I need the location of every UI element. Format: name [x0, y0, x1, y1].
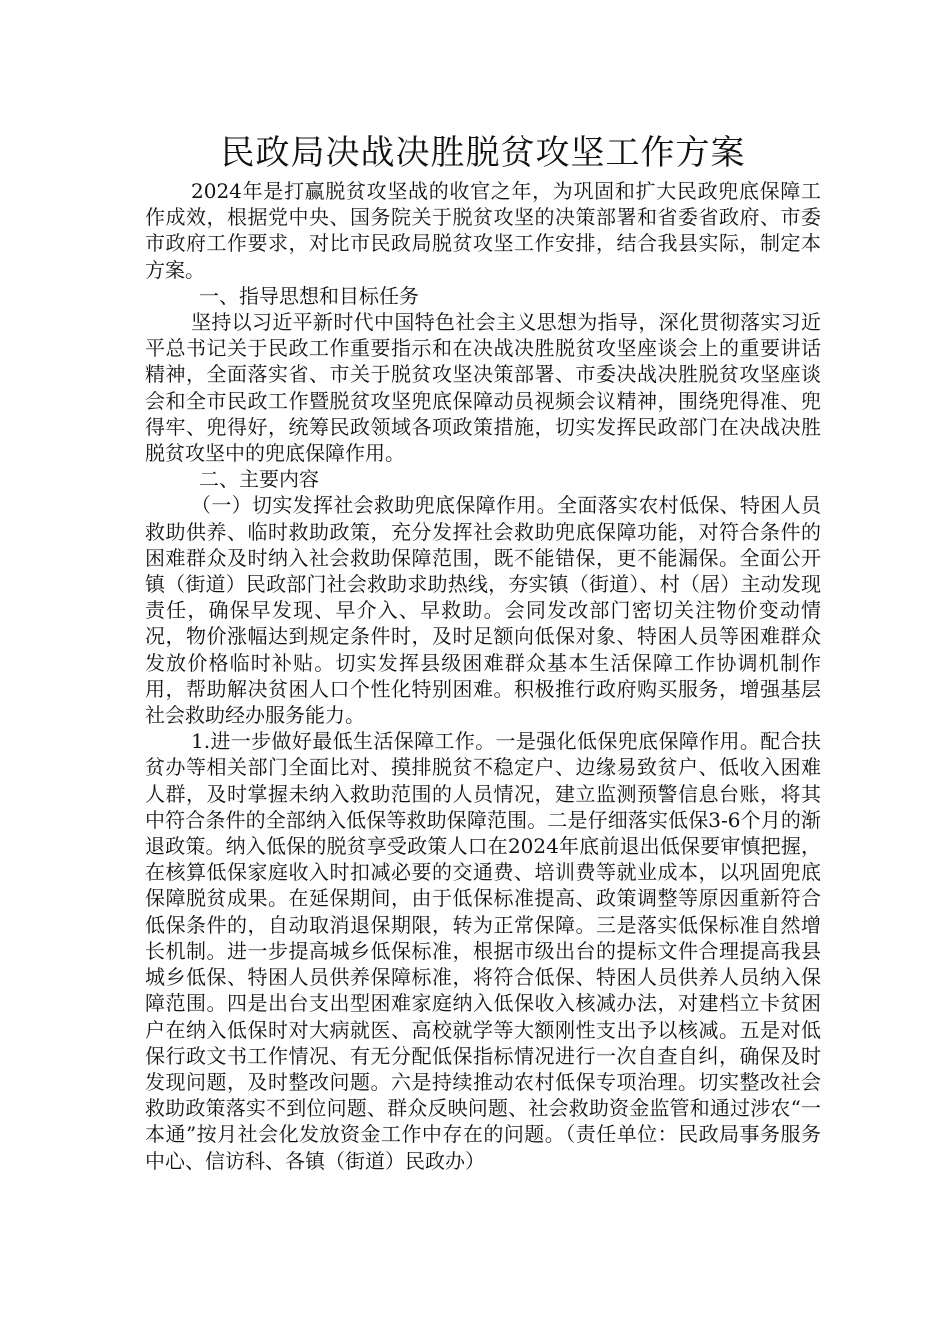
section2-heading: 二、主要内容: [199, 467, 319, 492]
document-page: [145, 128, 821, 1174]
section2-subsection1-paragraph: （一）切实发挥社会救助兜底保障作用。全面落实农村低保、特困人员救助供养、临时救助政策，充分发挥社会救助兜底保障功能，对符合条件的困难群众及时纳入社会救助保障范围，既不能错保，更不能漏保。全面公开镇（街道）民政部门社会救助求助热线，夯实镇（街道）、村（居）主动发现责任，确保早发现、早介入、早救助。会同发改部门密切关注物价变动情况，物价涨幅达到规定条件时，及时足额向低保对象、特困人员等困难群众发放价格临时补贴。切实发挥县级困难群众基本生活保障工作协调机制作用，帮助解决贫困人口个性化特别困难。积极推行政府购买服务，增强基层社会救助经办服务能力。: [145, 493, 821, 728]
intro-paragraph: 2024年是打赢脱贫攻坚战的收官之年，为巩固和扩大民政兜底保障工作成效，根据党中央、国务院关于脱贫攻坚的决策部署和省委省政府、市委市政府工作要求，对比市民政局脱贫攻坚工作安排，结合我县实际，制定本方案。: [145, 179, 821, 282]
section1-heading: 一、指导思想和目标任务: [199, 283, 419, 308]
document-title: 民政局决战决胜脱贫攻坚工作方案: [220, 133, 746, 173]
section2-item1-paragraph: 1.进一步做好最低生活保障工作。一是强化低保兜底保障作用。配合扶贫办等相关部门全面比对、摸排脱贫不稳定户、边缘易致贫户、低收入困难人群，及时掌握未纳入救助范围的人员情况，建立监测预警信息台账，将其中符合条件的全部纳入低保等救助保障范围。二是仔细落实低保3-6个月的渐退政策。纳入低保的脱贫享受政策人口在2024年底前退出低保要审慎把握，在核算低保家庭收入时扣减必要的交通费、培训费等就业成本，以巩固兜底保障脱贫成果。在延保期间，由于低保标准提高、政策调整等原因重新符合低保条件的，自动取消退保期限，转为正常保障。三是落实低保标准自然增长机制。进一步提高城乡低保标准，根据市级出台的提标文件合理提高我县城乡低保、特困人员供养保障标准，将符合低保、特困人员供养人员纳入保障范围。四是出台支出型困难家庭纳入低保收入核减办法，对建档立卡贫困户在纳入低保时对大病就医、高校就学等大额刚性支出予以核减。五是对低保行政文书工作情况、有无分配低保指标情况进行一次自查自纠，确保及时发现问题，及时整改问题。六是持续推动农村低保专项治理。切实整改社会救助政策落实不到位问题、群众反映问题、社会救助资金监管和通过涉农“一本通”按月社会化发放资金工作中存在的问题。（责任单位：民政局事务服务中心、信访科、各镇（街道）民政办）: [145, 729, 821, 1173]
section1-paragraph: 坚持以习近平新时代中国特色社会主义思想为指导，深化贯彻落实习近平总书记关于民政工作重要指示和在决战决胜脱贫攻坚座谈会上的重要讲话精神，全面落实省、市关于脱贫攻坚决策部署、市委决战决胜脱贫攻坚座谈会和全市民政工作暨脱贫攻坚兜底保障动员视频会议精神，围绕兜得准、兜得牢、兜得好，统筹民政领域各项政策措施，切实发挥民政部门在决战决胜脱贫攻坚中的兜底保障作用。: [145, 310, 821, 466]
